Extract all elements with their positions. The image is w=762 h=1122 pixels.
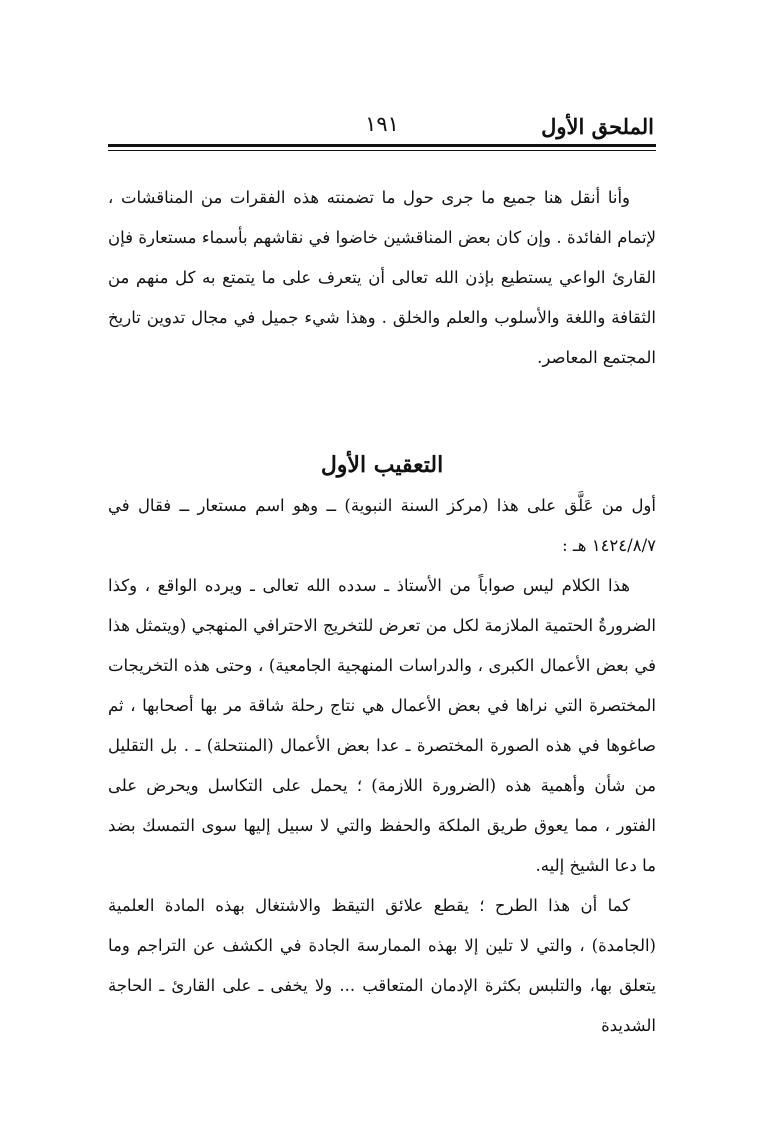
paragraph-comment-body: هذا الكلام ليس صواباً من الأستاذ ـ سدده الله تعالى ـ ويرده الواقع ، وكذا الضرورةُ الحتمية الملازمة لكل من تعرض للتخريج الاحترافي المنهجي (ويتمثل هذا في بعض الأعمال الكبرى ، والدراسات المنهجية الجامعية) ، وحتى هذه التخريجات المختصرة التي نراها في بعض الأعمال هي نتاج رحلة شاقة مر بها أصحابها ، ثم صاغوها في هذه الصورة المختصرة ـ عدا بعض الأعمال (المنتحلة) ـ . بل التقليل من شأن وأهمية هذه (الضرورة اللازمة) ؛ يحمل على التكاسل ويحرض على الفتور ، مما يعوق طريق الملكة والحفظ والتي لا سبيل إليها سوى التمسك بضد ما دعا الشيخ إليه. <box>108 576 656 875</box>
header-rule-thin <box>108 150 656 151</box>
header-rule-thick <box>108 144 656 147</box>
paragraph-intro: وأنا أنقل هنا جميع ما جرى حول ما تضمنته هذه الفقرات من المناقشات ، لإتمام الفائدة . وإن كان بعض المناقشين خاضوا في نقاشهم بأسماء مستعارة فإن القارئ الواعي يستطيع بإذن الله تعالى أن يتعرف على ما يتمتع به كل منهم من الثقافة واللغة والأسلوب والعلم والخلق . وهذا شيء جميل في مجال تدوين تاريخ المجتمع المعاصر. <box>108 188 656 367</box>
chapter-title: الملحق الأول <box>541 114 654 139</box>
running-header <box>108 112 656 142</box>
section-heading: التعقيب الأول <box>320 452 444 478</box>
page-number: ١٩١ <box>365 112 399 136</box>
paragraph-comment-intro: أول من عَلَّق على هذا (مركز السنة النبوية) ــ وهو اسم مستعار ــ فقال في ١٤٢٤/٨/٧ هـ : <box>108 496 656 555</box>
paragraph-comment-continued: كما أن هذا الطرح ؛ يقطع علائق التيقظ والاشتغال بهذه المادة العلمية (الجامدة) ، والتي لا تلين إلا بهذه الممارسة الجادة في الكشف عن التراجم وما يتعلق بها، والتلبس بكثرة الإدمان المتعاقب ... ولا يخفى ـ على القارئ ـ الحاجة الشديدة <box>108 896 657 1035</box>
